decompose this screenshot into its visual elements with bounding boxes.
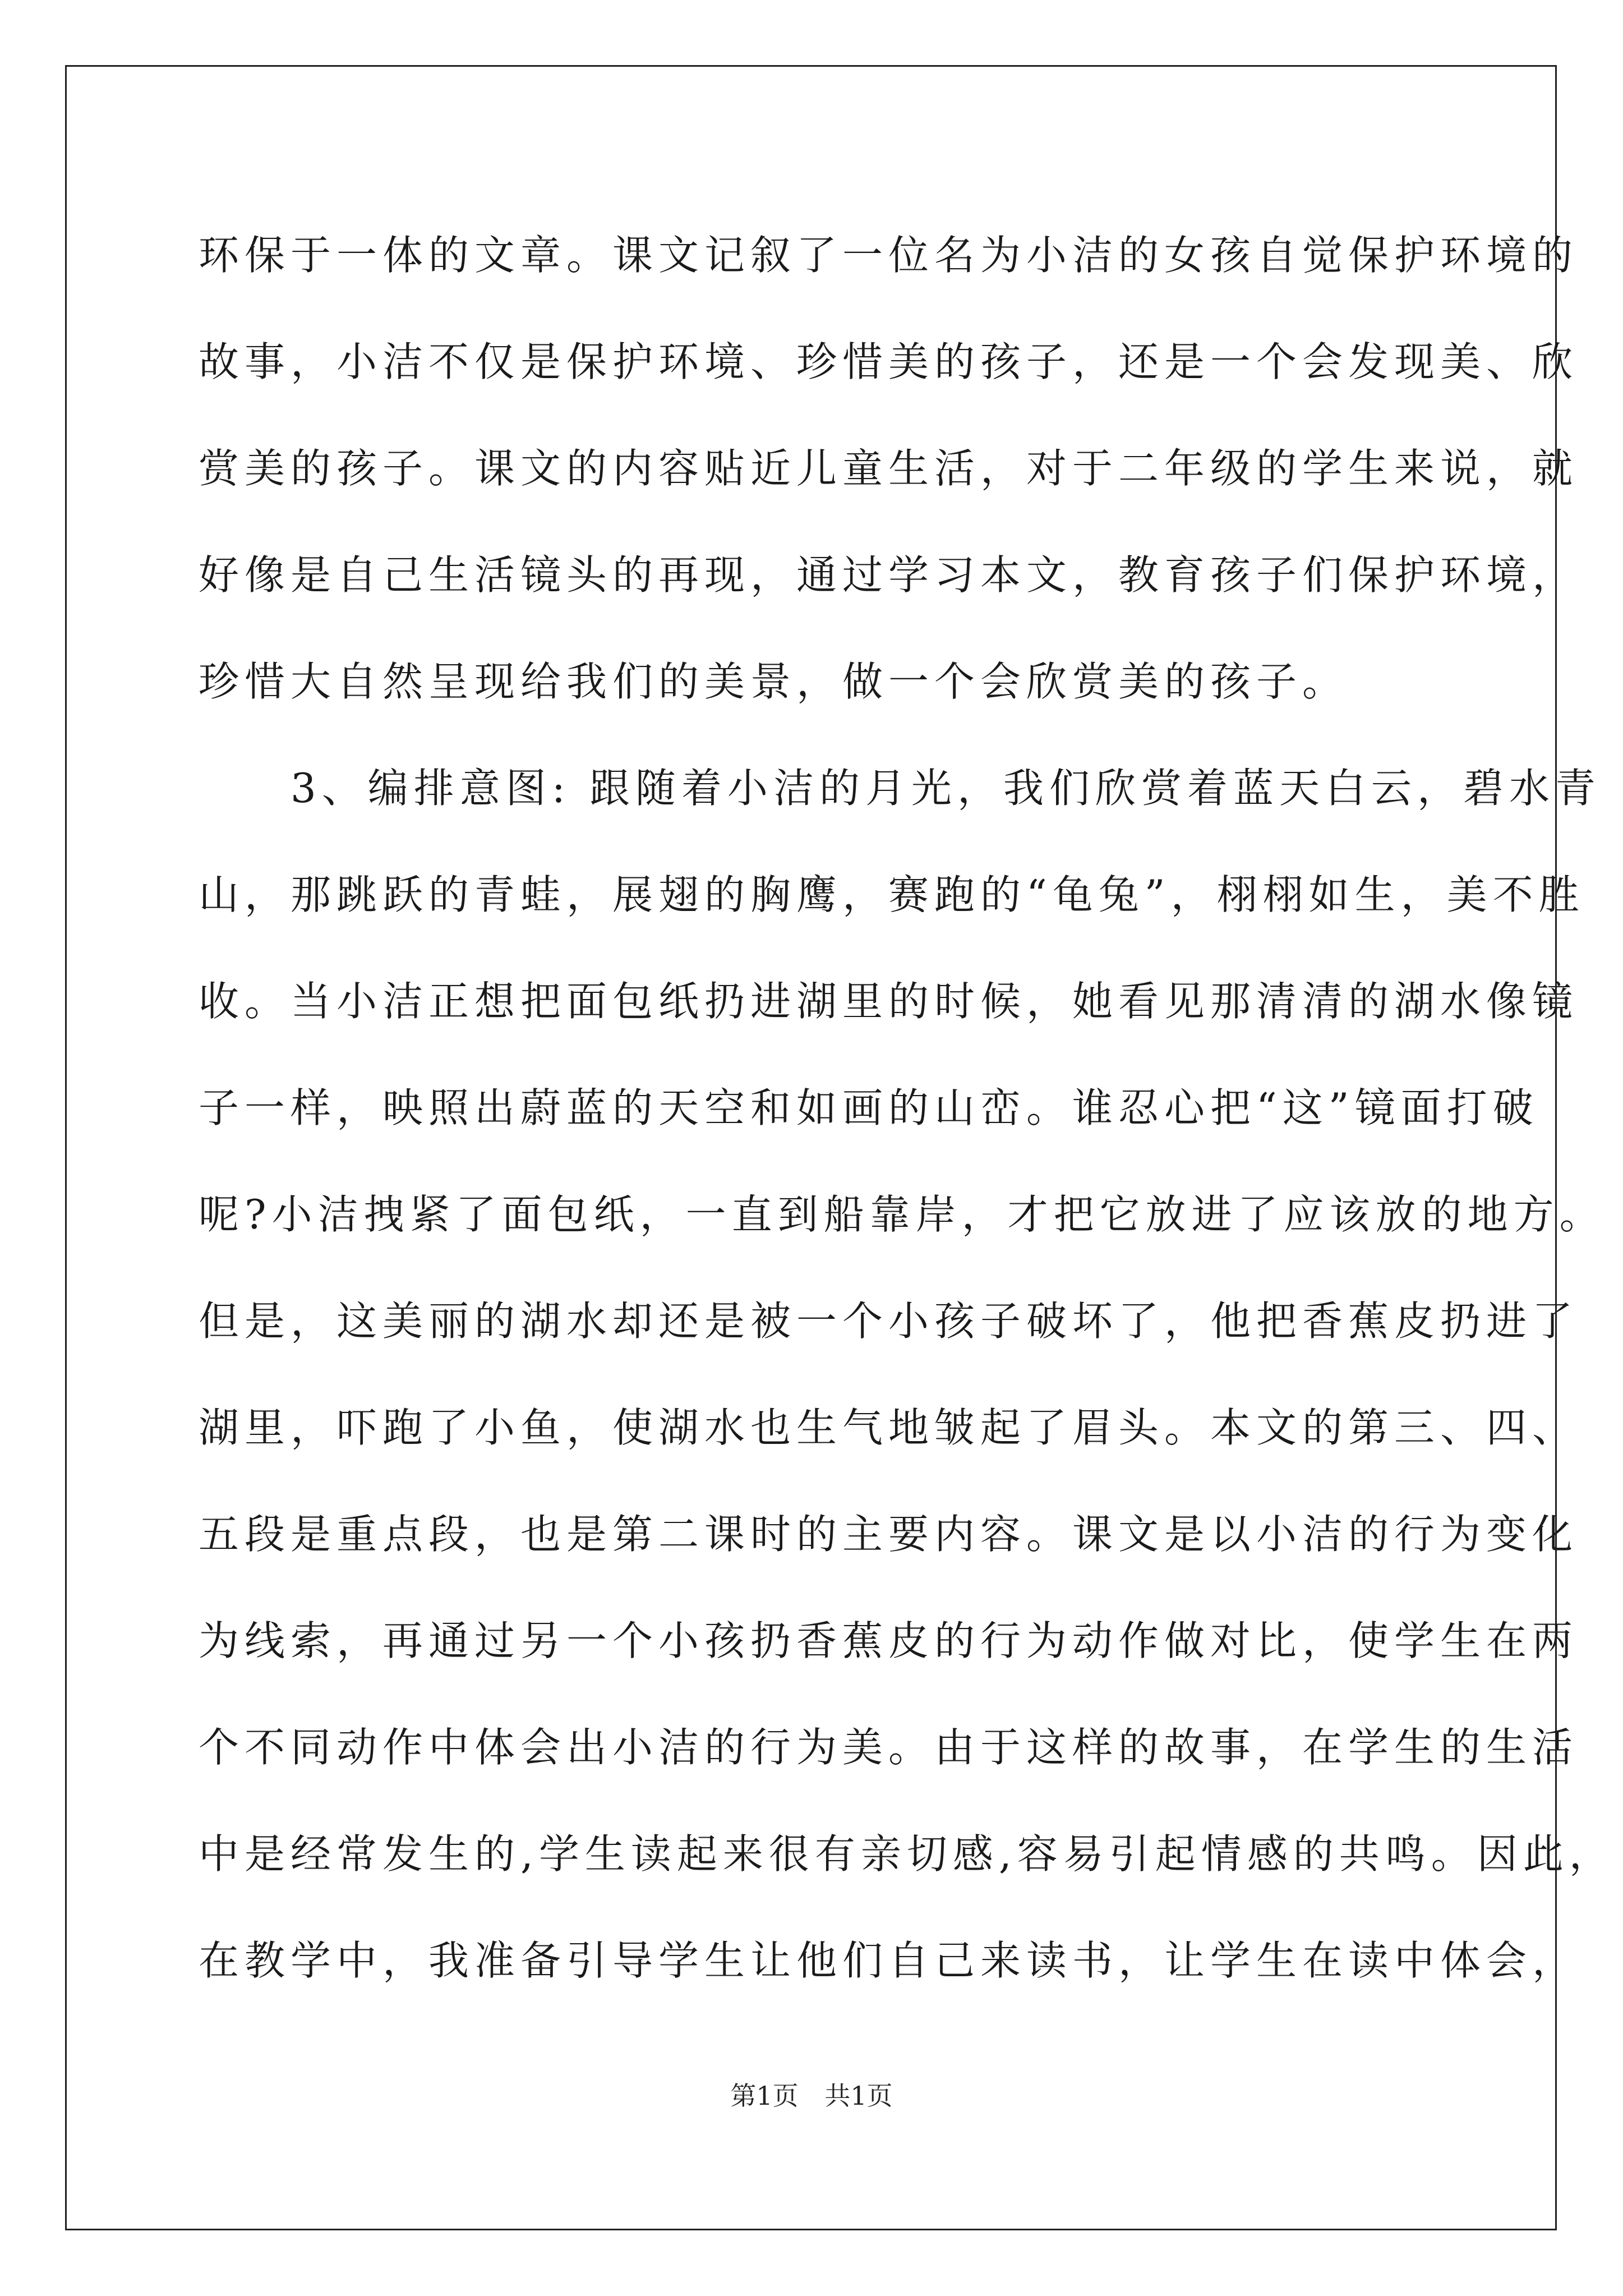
text-line: 赏美的孩子。课文的内容贴近儿童生活，对于二年级的学生来说，就 [199, 445, 1579, 492]
text-line: 在教学中，我准备引导学生让他们自己来读书，让学生在读中体会， [199, 1937, 1579, 1984]
text-line: 子一样，映照出蔚蓝的天空和如画的山峦。谁忍心把“这”镜面打破 [199, 1084, 1539, 1131]
text-line: 珍惜大自然呈现给我们的美景，做一个会欣赏美的孩子。 [199, 658, 1349, 705]
text-line: 好像是自己生活镜头的再现，通过学习本文，教育孩子们保护环境， [199, 551, 1579, 599]
page-footer [0, 2076, 1623, 2113]
text-line: 个不同动作中体会出小洁的行为美。由于这样的故事，在学生的生活 [199, 1724, 1579, 1771]
text-line: 故事，小洁不仅是保护环境、珍惜美的孩子，还是一个会发现美、欣 [199, 338, 1579, 385]
text-line: 但是，这美丽的湖水却还是被一个小孩子破坏了，他把香蕉皮扔进了 [199, 1297, 1579, 1345]
text-line: 五段是重点段，也是第二课时的主要内容。课文是以小洁的行为变化 [199, 1511, 1579, 1558]
text-line: 山，那跳跃的青蛙，展翅的胸鹰，赛跑的“龟兔”，栩栩如生，美不胜 [199, 871, 1585, 918]
text-line: 收。当小洁正想把面包纸扔进湖里的时候，她看见那清清的湖水像镜 [199, 978, 1579, 1025]
text-line: 湖里，吓跑了小鱼，使湖水也生气地皱起了眉头。本文的第三、四、 [199, 1404, 1579, 1451]
text-line: 环保于一体的文章。课文记叙了一位名为小洁的女孩自觉保护环境的 [199, 232, 1579, 279]
text-line: 为线索，再通过另一个小孩扔香蕉皮的行为动作做对比，使学生在两 [199, 1617, 1579, 1664]
document-body [199, 202, 1615, 2014]
total-pages: 共1页 [824, 2081, 893, 2111]
text-line: 3、编排意图: 跟随着小洁的月光，我们欣赏着蓝天白云，碧水青 [199, 765, 1601, 812]
text-line: 呢?小洁拽紧了面包纸，一直到船靠岸，才把它放进了应该放的地方。 [199, 1191, 1606, 1238]
page-number: 第1页 [730, 2081, 799, 2111]
text-line: 中是经常发生的,学生读起来很有亲切感,容易引起情感的共鸣。因此， [199, 1830, 1615, 1878]
